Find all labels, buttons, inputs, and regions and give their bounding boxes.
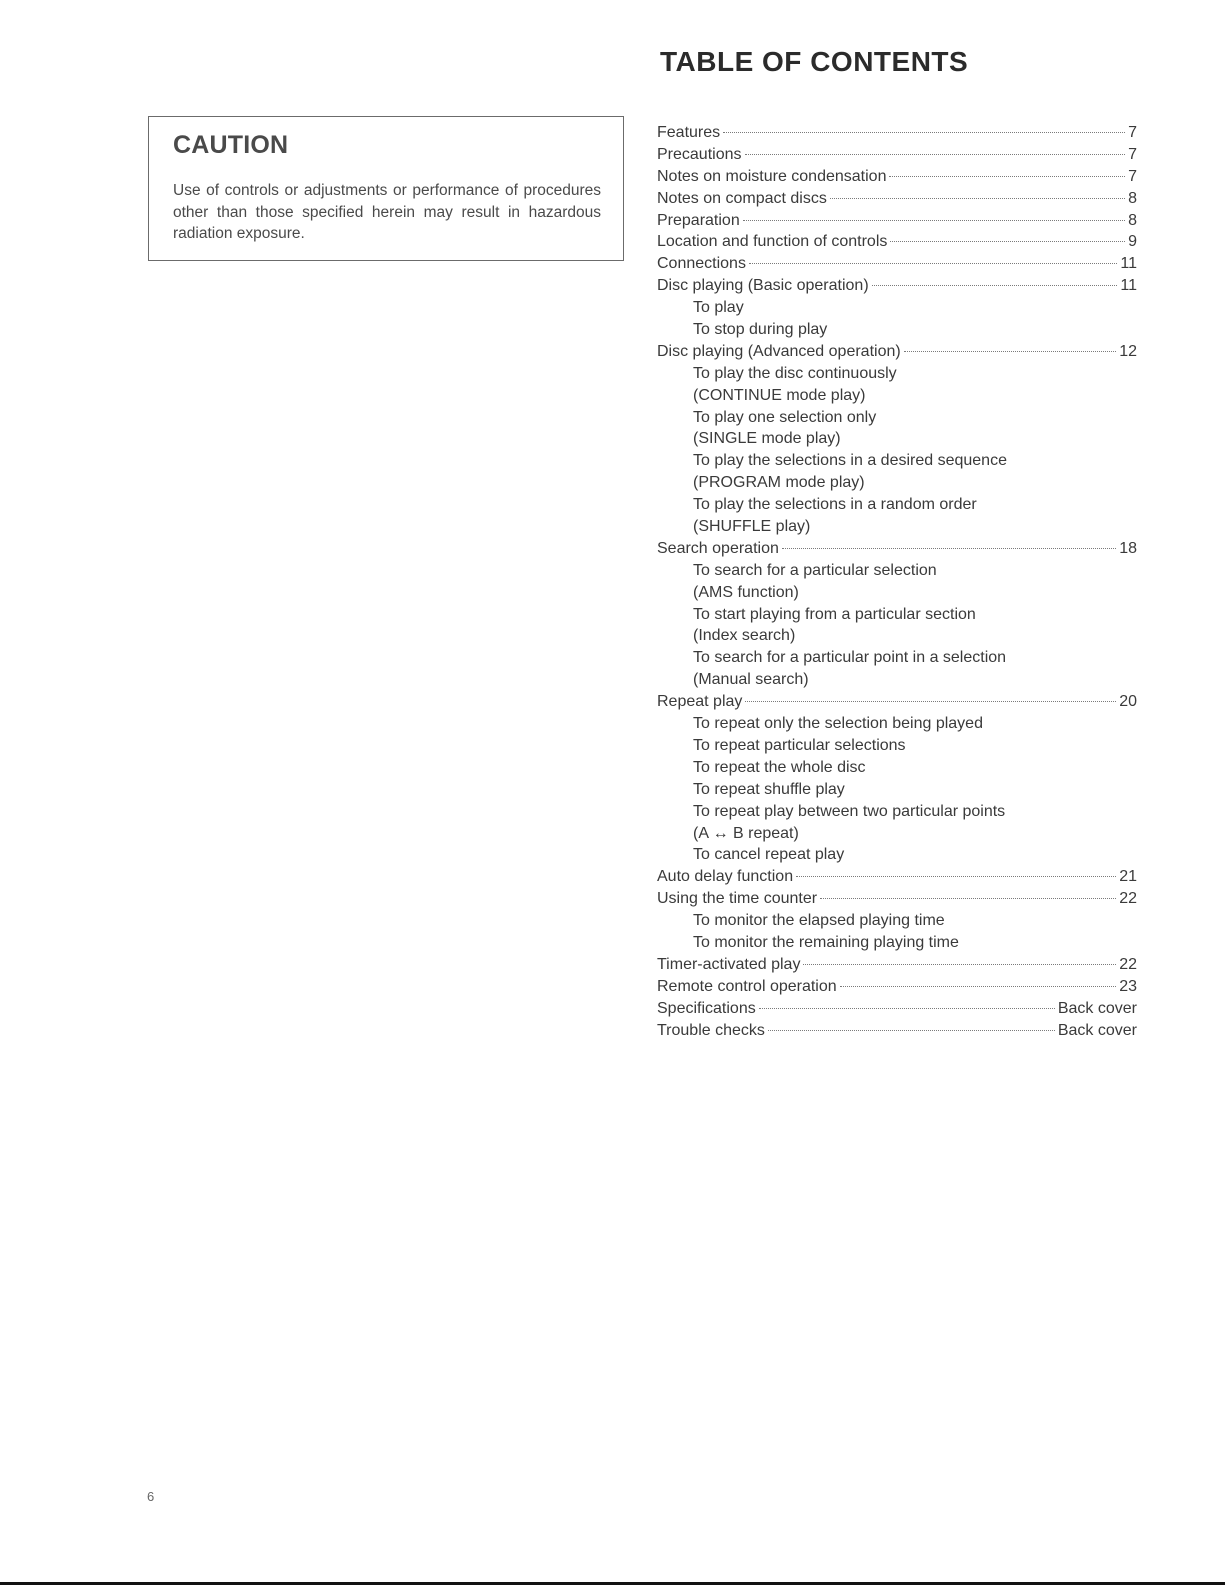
caution-text: Use of controls or adjustments or performance of procedures other than those specified herein may result in hazardous radiation exposure. [173, 182, 601, 242]
toc-entry [657, 166, 1137, 188]
toc-dot-leader [840, 986, 1117, 987]
toc-entry-label: To repeat play between two particular points [693, 802, 1006, 820]
toc-entry-label: To monitor the remaining playing time [693, 933, 959, 951]
toc-entry-label: Remote control operation [657, 977, 837, 995]
toc-entry [657, 866, 1137, 888]
toc-entry-label: Preparation [657, 211, 740, 229]
toc-subentry [657, 450, 1137, 472]
toc-entry-page: 9 [1128, 233, 1137, 251]
toc-entry-label: Disc playing (Advanced operation) [657, 342, 901, 360]
toc-entry-page: 11 [1120, 255, 1137, 273]
toc-entry-page: 12 [1119, 342, 1137, 360]
toc-entry-label: To search for a particular point in a selection [693, 649, 1007, 667]
toc-entry-label: (CONTINUE mode play) [693, 386, 866, 404]
toc-entry-label: Disc playing (Basic operation) [657, 277, 869, 295]
toc-entry [657, 188, 1137, 210]
toc-entry [657, 888, 1137, 910]
toc-subentry [657, 494, 1137, 516]
toc-subentry [657, 910, 1137, 932]
toc-entry-label: To repeat the whole disc [693, 758, 866, 776]
toc-entry-page: 7 [1128, 167, 1137, 185]
toc-entry-label: Auto delay function [657, 868, 794, 886]
toc-list [657, 122, 1137, 1041]
toc-dot-leader [723, 132, 1125, 133]
toc-entry-page: Back cover [1057, 999, 1137, 1017]
toc-entry-page: 8 [1128, 211, 1137, 229]
toc-entry-label: Timer-activated play [657, 955, 801, 973]
toc-entry-label: To monitor the elapsed playing time [693, 912, 945, 930]
caution-box [148, 116, 624, 261]
toc-dot-leader [743, 220, 1125, 221]
toc-entry-label: Search operation [657, 539, 779, 557]
toc-entry [657, 954, 1137, 976]
toc-entry-label: Connections [657, 255, 746, 273]
toc-subentry [657, 625, 1137, 647]
toc-subentry [657, 932, 1137, 954]
toc-dot-leader [745, 701, 1116, 702]
toc-entry-page: 22 [1119, 955, 1137, 973]
page-number: 6 [147, 1489, 155, 1504]
toc-entry-label: To play [693, 299, 744, 317]
toc-subentry [657, 319, 1137, 341]
toc-entry-page: 7 [1128, 124, 1137, 141]
toc-subentry [657, 428, 1137, 450]
toc-dot-leader [796, 876, 1116, 877]
toc-subentry [657, 844, 1137, 866]
toc-entry-label: To stop during play [693, 321, 828, 339]
toc-entry-label: To cancel repeat play [693, 846, 845, 864]
toc-entry-label: To search for a particular selection [693, 561, 937, 579]
toc-entry-label: To play the selections in a desired sequence [693, 452, 1007, 470]
toc-entry-label: Repeat play [657, 693, 743, 711]
toc-entry-label: Trouble checks [657, 1021, 765, 1039]
toc-entry-page: 18 [1119, 539, 1137, 557]
toc-entry-label: Using the time counter [657, 890, 818, 908]
toc-entry-label: Precautions [657, 145, 742, 163]
toc-entry-label: To play one selection only [693, 408, 877, 426]
toc-entry-label: Specifications [657, 999, 756, 1017]
toc-entry-label: Notes on moisture condensation [657, 167, 887, 185]
toc-dot-leader [890, 241, 1125, 242]
toc-entry-page: 11 [1120, 277, 1137, 295]
toc-entry-label: Features [657, 124, 721, 141]
toc-subentry [657, 407, 1137, 429]
toc-entry-label: To start playing from a particular section [693, 605, 976, 623]
toc-dot-leader [749, 263, 1117, 264]
toc-dot-leader [759, 1008, 1055, 1009]
toc-subentry [657, 385, 1137, 407]
toc-entry-label: To play the selections in a random order [693, 496, 977, 514]
toc-title: TABLE OF CONTENTS [660, 46, 969, 77]
toc-entry-page: 20 [1119, 693, 1137, 711]
toc-entry-label: (PROGRAM mode play) [693, 474, 865, 492]
toc-subentry [657, 735, 1137, 757]
toc-entry [657, 538, 1137, 560]
toc-subentry [657, 647, 1137, 669]
toc-dot-leader [830, 198, 1125, 199]
toc-entry [657, 275, 1137, 297]
toc-dot-leader [745, 154, 1126, 155]
toc-entry-label: (SHUFFLE play) [693, 518, 811, 536]
caution-title: CAUTION [173, 131, 289, 159]
toc-entry-label: (AMS function) [693, 583, 799, 601]
toc-entry-label: (Index search) [693, 627, 796, 645]
toc-dot-leader [768, 1030, 1055, 1031]
toc-dot-leader [782, 548, 1116, 549]
toc-entry-label: To play the disc continuously [693, 364, 897, 382]
toc-dot-leader [803, 964, 1116, 965]
toc-entry-label: To repeat particular selections [693, 736, 906, 754]
toc-subentry [657, 560, 1137, 582]
toc-subentry [657, 363, 1137, 385]
toc-subentry [657, 669, 1137, 691]
toc-subentry [657, 713, 1137, 735]
toc-entry [657, 210, 1137, 232]
toc-entry-page: 22 [1119, 890, 1137, 908]
toc-subentry [657, 823, 1137, 845]
toc-entry [657, 976, 1137, 998]
toc-entry-label: To repeat shuffle play [693, 780, 845, 798]
toc-subentry [657, 516, 1137, 538]
toc-entry-page: 8 [1128, 189, 1137, 207]
toc-entry [657, 341, 1137, 363]
toc-entry-label: Notes on compact discs [657, 189, 827, 207]
toc-entry [657, 998, 1137, 1020]
toc-entry-label: To repeat only the selection being played [693, 715, 983, 733]
toc-entry-label: (Manual search) [693, 671, 809, 689]
toc-subentry [657, 801, 1137, 823]
toc-entry-page: 23 [1119, 977, 1137, 995]
toc-entry [657, 231, 1137, 253]
toc-dot-leader [820, 898, 1116, 899]
toc-subentry [657, 604, 1137, 626]
toc-subentry [657, 472, 1137, 494]
toc-entry [657, 1020, 1137, 1042]
toc-entry-page: 7 [1128, 145, 1137, 163]
toc-dot-leader [889, 176, 1125, 177]
toc-subentry [657, 779, 1137, 801]
toc-entry [657, 253, 1137, 275]
toc-subentry [657, 297, 1137, 319]
toc-dot-leader [904, 351, 1117, 352]
toc-subentry [657, 582, 1137, 604]
toc-dot-leader [872, 285, 1118, 286]
toc-entry-page: 21 [1119, 868, 1137, 886]
toc-entry-page: Back cover [1057, 1021, 1137, 1039]
toc-entry [657, 144, 1137, 166]
toc-entry-label: (SINGLE mode play) [693, 430, 841, 448]
toc-entry-label: Location and function of controls [657, 233, 888, 251]
toc-entry [657, 691, 1137, 713]
toc-entry-label: (A ↔ B repeat) [693, 824, 799, 842]
toc-entry [657, 122, 1137, 144]
toc-subentry [657, 757, 1137, 779]
